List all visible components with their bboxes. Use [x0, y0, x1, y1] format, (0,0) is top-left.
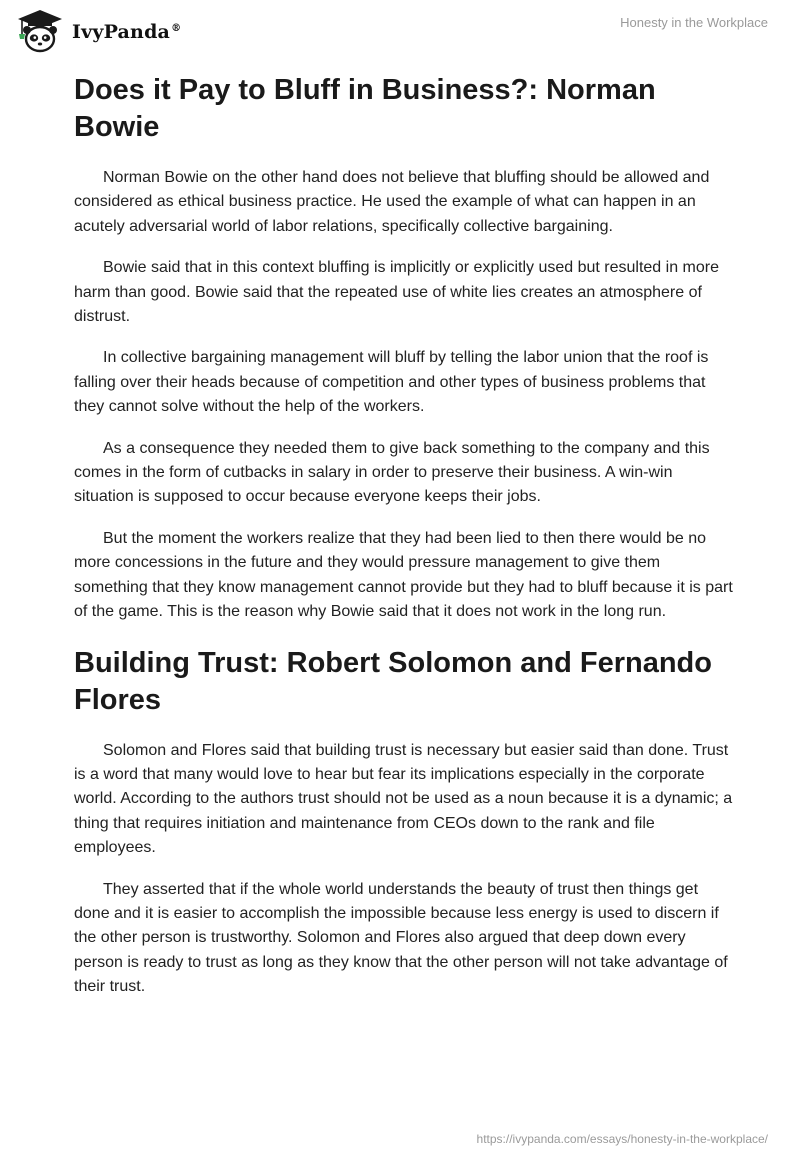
section-building-trust	[74, 645, 734, 1000]
paragraph: Bowie said that in this context bluffing is implicitly or explicitly used but resulted in more harm than good. Bowie said that the repeated use of white lies creates an atmosphere of distrust.	[74, 259, 719, 326]
section-heading: Building Trust: Robert Solomon and Fernando Flores	[74, 646, 712, 716]
ivypanda-logo[interactable]	[14, 8, 181, 54]
page-header	[0, 0, 800, 64]
source-url[interactable]: https://ivypanda.com/essays/honesty-in-the-workplace/	[476, 1132, 768, 1146]
paragraph: Solomon and Flores said that building trust is necessary but easier said than done. Trust is a word that many would love to hear but fear its implications especially in the corporate world. According to the authors trust should not be used as a noun because it is a dynamic; a thing that requires initiation and maintenance from CEOs down to the rank and file employees.	[74, 741, 733, 857]
paragraph: As a consequence they needed them to give back something to the company and this comes in the form of cutbacks in salary in order to preserve their business. A win-win situation is supposed to occur because everyone keeps their jobs.	[74, 439, 710, 506]
section-body	[74, 166, 734, 625]
document-title: Honesty in the Workplace	[620, 15, 768, 30]
panda-graduation-cap-icon	[14, 8, 66, 54]
section-heading: Does it Pay to Bluff in Business?: Norman Bowie	[74, 74, 656, 143]
paragraph: But the moment the workers realize that they had been lied to then there would be no more concessions in the future and they would pressure management to give them something that they know management cannot provide but they had to bluff because it is part of the game. This is the reason why Bowie said that it does not work in the long run.	[74, 529, 733, 621]
essay-content	[74, 66, 734, 1017]
paragraph: Norman Bowie on the other hand does not believe that bluffing should be allowed and considered as ethical business practice. He used the example of what can happen in an acutely adversarial world of labor relations, specifically collective bargaining.	[74, 169, 710, 235]
paragraph: In collective bargaining management will bluff by telling the labor union that the roof is falling over their heads because of competition and other types of business problems that they cannot solve without the help of the workers.	[74, 349, 709, 416]
section-body	[74, 739, 734, 1000]
paragraph: They asserted that if the whole world understands the beauty of trust then things get done and it is easier to accomplish the impossible because less energy is used to discern if the other person is trustworthy. Solomon and Flores also argued that deep down every person is ready to trust as long as they know that the other person will not take advantage of their trust.	[74, 880, 728, 996]
section-bluffing	[74, 72, 734, 625]
logo-wordmark: IvyPanda®	[72, 21, 182, 43]
